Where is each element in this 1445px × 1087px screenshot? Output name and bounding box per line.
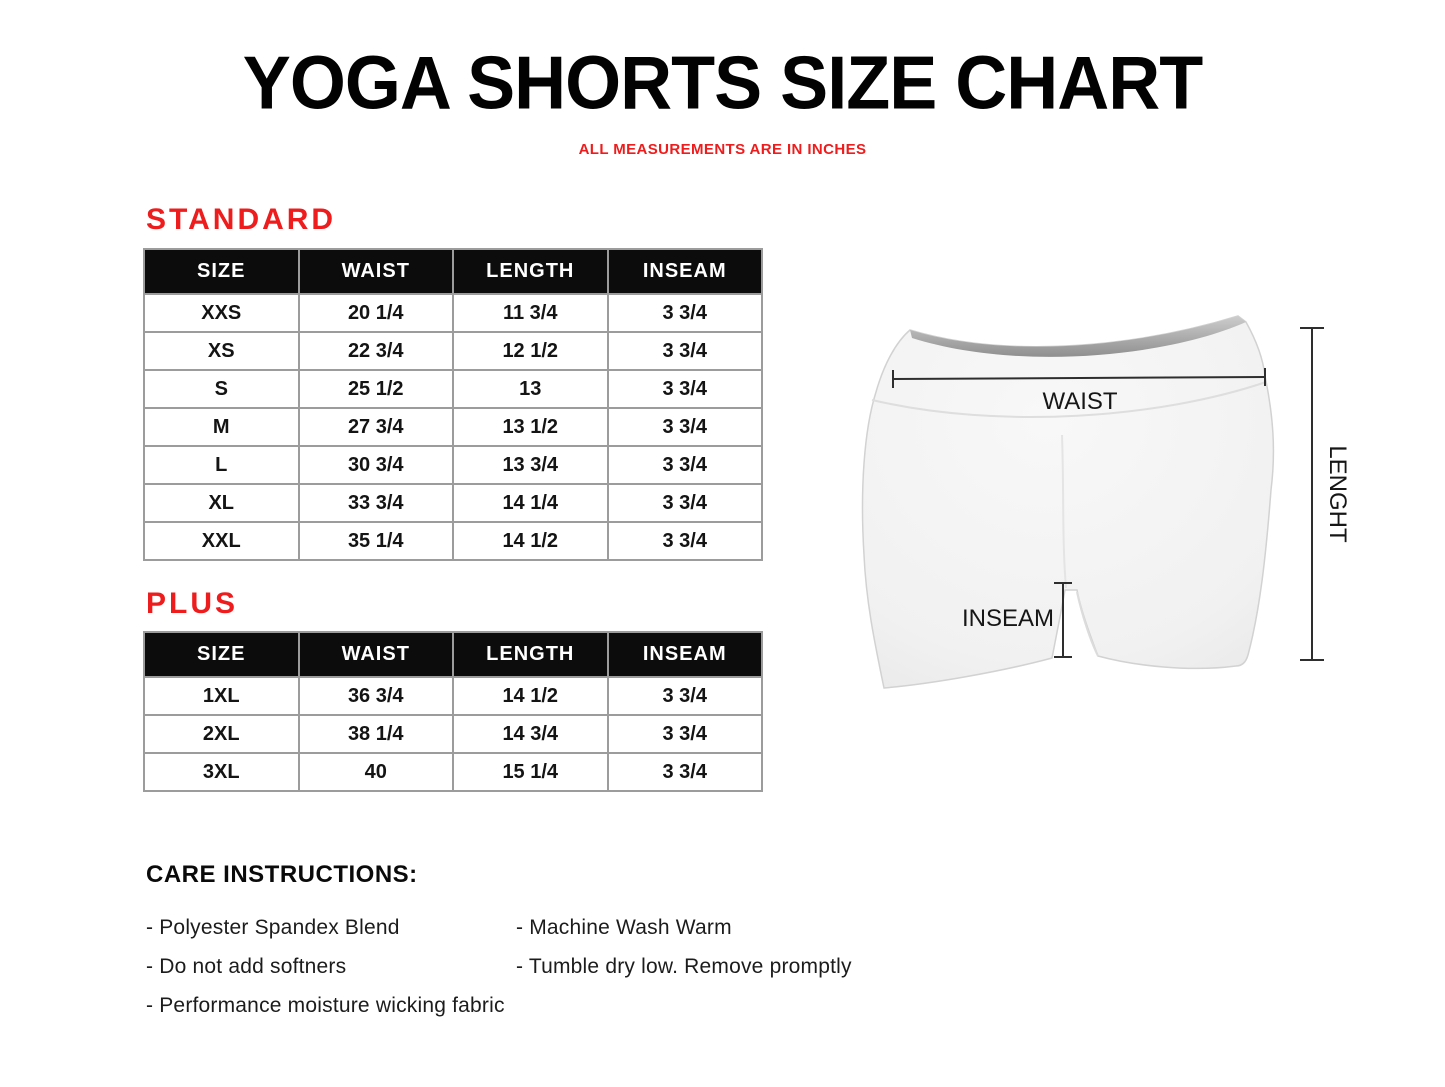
table-cell: 14 1/2 [453,677,608,715]
shorts-measurement-diagram [850,300,1390,700]
column-header: WAIST [299,632,454,677]
table-cell: 14 3/4 [453,715,608,753]
table-row [144,370,762,408]
table-cell: L [144,446,299,484]
table-cell: 3 3/4 [608,408,763,446]
table-cell: 11 3/4 [453,294,608,332]
table-cell: 12 1/2 [453,332,608,370]
table-cell: 35 1/4 [299,522,454,560]
standard-size-table [143,248,763,561]
table-cell: 3 3/4 [608,370,763,408]
table-cell: 3 3/4 [608,446,763,484]
table-cell: 38 1/4 [299,715,454,753]
waist-label: WAIST [1042,388,1118,415]
table-cell: XXS [144,294,299,332]
table-cell: 14 1/4 [453,484,608,522]
table-cell: 27 3/4 [299,408,454,446]
table-cell: 3 3/4 [608,294,763,332]
care-instructions-left-column [146,916,505,1033]
column-header: WAIST [299,249,454,294]
table-cell: 3 3/4 [608,715,763,753]
table-row [144,677,762,715]
table-cell: 3XL [144,753,299,791]
table-cell: 3 3/4 [608,677,763,715]
table-cell: 40 [299,753,454,791]
table-cell: 1XL [144,677,299,715]
page-title: YOGA SHORTS SIZE CHART [242,41,1203,126]
care-item: - Machine Wash Warm [516,916,732,939]
column-header: INSEAM [608,632,763,677]
table-cell: 25 1/2 [299,370,454,408]
table-cell: 15 1/4 [453,753,608,791]
column-header: INSEAM [608,249,763,294]
table-row [144,715,762,753]
standard-table-body [144,294,762,560]
table-cell: 2XL [144,715,299,753]
plus-table-head [144,632,762,677]
table-row [144,446,762,484]
table-cell: 36 3/4 [299,677,454,715]
table-cell: 3 3/4 [608,484,763,522]
shorts-silhouette [863,316,1274,688]
care-item: - Tumble dry low. Remove promptly [516,955,852,978]
standard-table-head [144,249,762,294]
table-cell: M [144,408,299,446]
plus-size-table [143,631,763,792]
plus-section-heading: PLUS [146,587,239,620]
standard-section-heading: STANDARD [146,203,337,236]
column-header: SIZE [144,632,299,677]
care-item: - Polyester Spandex Blend [146,916,400,939]
length-label: LENGHT [1324,445,1351,543]
table-cell: 30 3/4 [299,446,454,484]
table-row [144,408,762,446]
table-row [144,753,762,791]
table-row [144,484,762,522]
care-item: - Do not add softners [146,955,347,978]
table-cell: XL [144,484,299,522]
table-cell: 13 1/2 [453,408,608,446]
table-row [144,294,762,332]
care-item: - Performance moisture wicking fabric [146,994,505,1017]
table-cell: 33 3/4 [299,484,454,522]
table-cell: 22 3/4 [299,332,454,370]
inseam-label: INSEAM [961,605,1054,632]
table-cell: XXL [144,522,299,560]
column-header: SIZE [144,249,299,294]
column-header: LENGTH [453,632,608,677]
table-cell: 3 3/4 [608,332,763,370]
table-cell: 13 3/4 [453,446,608,484]
table-cell: 20 1/4 [299,294,454,332]
table-cell: 14 1/2 [453,522,608,560]
table-cell: S [144,370,299,408]
care-instructions-heading: CARE INSTRUCTIONS: [146,861,418,888]
table-row [144,522,762,560]
header-row [144,632,762,677]
header-row [144,249,762,294]
care-instructions-right-column [516,916,852,994]
plus-table-body [144,677,762,791]
column-header: LENGTH [453,249,608,294]
table-cell: 3 3/4 [608,522,763,560]
table-cell: 3 3/4 [608,753,763,791]
page-subtitle: ALL MEASUREMENTS ARE IN INCHES [578,141,867,158]
table-row [144,332,762,370]
table-cell: 13 [453,370,608,408]
table-cell: XS [144,332,299,370]
